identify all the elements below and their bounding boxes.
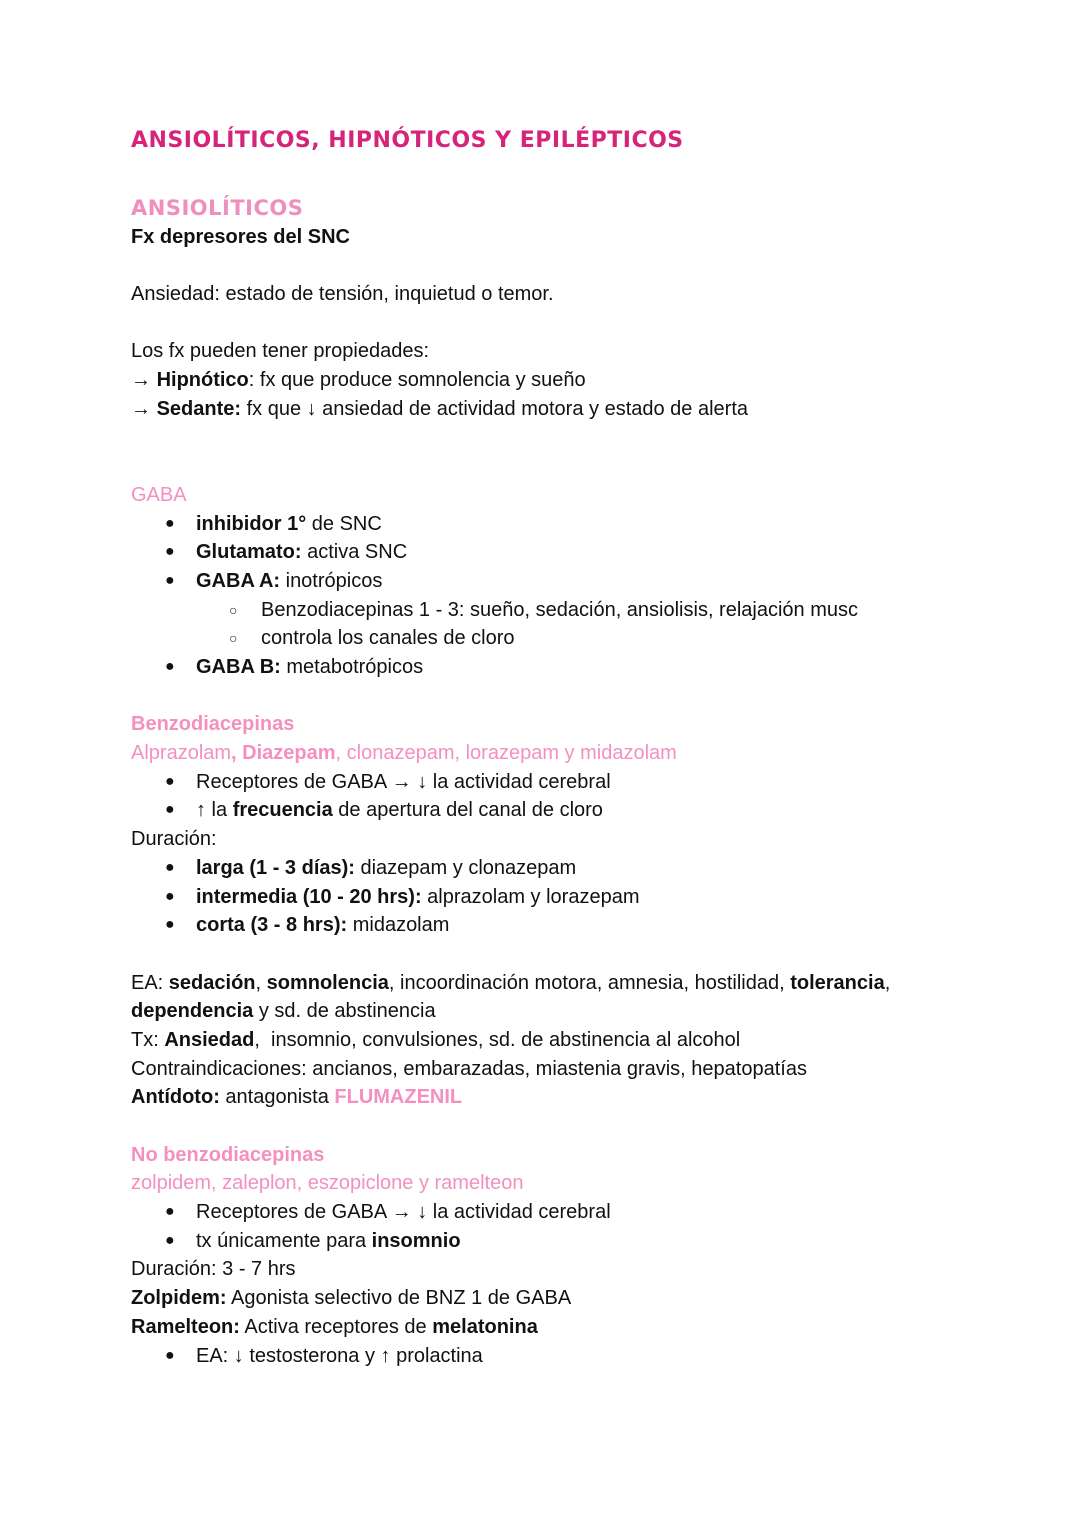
text-segment: →	[131, 369, 157, 392]
bullet-icon: ●	[165, 1231, 175, 1249]
text-segment: Contraindicaciones: ancianos, embarazadas, miastenia gravis, hepatopatías	[131, 1057, 807, 1080]
text-segment: corta (3 - 8 hrs):	[196, 914, 348, 937]
text-segment: GABA B:	[196, 656, 281, 678]
bullet-icon: ●	[165, 658, 175, 675]
text-segment: Activa receptores de	[239, 1315, 433, 1338]
bullet-icon: ●	[165, 887, 175, 905]
text-segment: de SNC	[306, 512, 382, 535]
list-item	[131, 624, 1011, 653]
list-item	[131, 854, 1011, 883]
list-item	[131, 1227, 1011, 1256]
text-segment: ↑ la	[196, 799, 233, 822]
text-segment: Alprazolam	[131, 742, 232, 765]
blank-line	[131, 251, 1011, 280]
bullet-icon: ●	[165, 571, 175, 589]
text-segment: intermedia (10 - 20 hrs):	[196, 885, 422, 908]
blank-line	[131, 452, 1011, 481]
blank-line	[131, 940, 1011, 969]
text-segment: , incoordinación motora, amnesia, hostilidad,	[388, 971, 791, 994]
list-item	[131, 1342, 1011, 1371]
text-segment: diazepam y clonazepam	[354, 856, 577, 879]
text-segment: , Diazepam	[231, 742, 336, 765]
paragraph-line	[131, 280, 1011, 309]
text-segment: tx únicamente para	[196, 1229, 372, 1252]
text-segment: de apertura del canal de cloro	[332, 799, 603, 822]
paragraph-line	[131, 739, 1011, 768]
text-segment: EA: ↓ testosterona y ↑ prolactina	[196, 1344, 483, 1367]
section-heading	[131, 194, 1011, 223]
paragraph-line	[131, 1313, 1011, 1342]
bullet-icon: ●	[165, 1203, 175, 1221]
text-segment: larga (1 - 3 días):	[196, 856, 355, 879]
text-segment: ANSIOLÍTICOS	[131, 196, 304, 220]
paragraph-line	[131, 997, 1011, 1026]
text-segment: somnolencia	[266, 971, 389, 994]
text-segment: inhibidor 1°	[196, 512, 307, 535]
text-segment: →	[131, 397, 157, 420]
bullet-icon: ●	[165, 858, 175, 876]
text-segment: controla los canales de cloro	[261, 627, 515, 650]
text-segment: : fx que produce somnolencia y sueño	[248, 369, 586, 392]
text-segment: alprazolam y lorazepam	[421, 885, 640, 908]
bullet-icon: ●	[165, 543, 175, 561]
paragraph-line	[131, 481, 1011, 510]
text-segment: Ramelteon:	[131, 1315, 240, 1338]
bullet-icon: ●	[165, 801, 175, 819]
text-segment: Los fx pueden tener propiedades:	[131, 340, 429, 363]
blank-line	[131, 309, 1011, 338]
text-segment: Hipnótico	[156, 369, 249, 392]
list-item	[131, 653, 1011, 682]
blank-line	[131, 682, 1011, 711]
paragraph-line	[131, 337, 1011, 366]
document-body	[131, 194, 1011, 1370]
paragraph-line	[131, 1255, 1011, 1284]
paragraph-line	[131, 1026, 1011, 1055]
text-segment: dependencia	[131, 1000, 254, 1023]
blank-line	[131, 424, 1011, 453]
bullet-icon: ●	[165, 772, 175, 790]
text-segment: Zolpidem:	[131, 1287, 227, 1310]
text-segment: GABA	[131, 483, 187, 506]
bullet-icon: ●	[165, 1346, 175, 1364]
list-item	[131, 538, 1011, 567]
paragraph-line	[131, 1141, 1011, 1170]
text-segment: fx que ↓ ansiedad de actividad motora y estado de alerta	[241, 397, 749, 420]
text-segment: Antídoto:	[131, 1086, 220, 1109]
paragraph-line	[131, 1169, 1011, 1198]
text-segment: metabotrópicos	[280, 656, 424, 678]
list-item	[131, 510, 1011, 539]
paragraph-line	[131, 1055, 1011, 1084]
bullet-icon: ●	[165, 514, 175, 532]
text-segment: No benzodiacepinas	[131, 1143, 325, 1166]
text-segment: melatonina	[432, 1315, 538, 1338]
text-segment: tolerancia	[790, 971, 885, 994]
text-segment: antagonista	[219, 1086, 335, 1109]
text-segment: inotrópicos	[280, 569, 383, 592]
paragraph-line	[131, 366, 1011, 395]
text-segment: Benzodiacepinas	[131, 713, 295, 736]
text-segment: Benzodiacepinas 1 - 3: sueño, sedación, ansiolisis, relajación musc	[261, 598, 859, 621]
bullet-icon: ●	[165, 916, 175, 934]
paragraph-line	[131, 710, 1011, 739]
list-item	[131, 1198, 1011, 1227]
list-item	[131, 883, 1011, 912]
text-segment: , clonazepam, lorazepam y midazolam	[335, 742, 677, 765]
text-segment: ,	[884, 971, 891, 994]
text-segment: insomnio	[371, 1229, 461, 1252]
paragraph-line	[131, 1284, 1011, 1313]
text-segment: y sd. de abstinencia	[253, 1000, 436, 1023]
sub-bullet-icon: ○	[229, 601, 238, 618]
text-segment: ,	[255, 971, 267, 994]
document-title: ANSIOLÍTICOS, HIPNÓTICOS Y EPILÉPTICOS	[131, 128, 684, 153]
text-segment: FLUMAZENIL	[334, 1086, 463, 1109]
list-item	[131, 768, 1011, 797]
text-segment: Duración: 3 - 7 hrs	[131, 1258, 296, 1281]
sub-bullet-icon: ○	[229, 630, 238, 647]
text-segment: sedación	[168, 971, 256, 994]
text-segment: EA:	[131, 971, 169, 994]
text-segment: , insomnio, convulsiones, sd. de abstinencia al alcohol	[254, 1028, 741, 1051]
text-segment: Agonista selectivo de BNZ 1 de GABA	[226, 1287, 572, 1310]
paragraph-line	[131, 825, 1011, 854]
list-item	[131, 596, 1011, 625]
blank-line	[131, 1112, 1011, 1141]
paragraph-line	[131, 395, 1011, 424]
list-item	[131, 911, 1011, 940]
text-segment: GABA A:	[196, 569, 281, 592]
text-segment: Ansiedad: estado de tensión, inquietud o temor.	[131, 283, 554, 306]
paragraph-line	[131, 223, 1011, 252]
text-segment: Duración:	[131, 828, 217, 851]
list-item	[131, 796, 1011, 825]
text-segment: Sedante:	[156, 397, 242, 420]
text-segment: Fx depresores del SNC	[131, 225, 350, 248]
paragraph-line	[131, 1083, 1011, 1112]
text-segment: Receptores de GABA → ↓ la actividad cerebral	[196, 1201, 611, 1224]
text-segment: midazolam	[347, 914, 450, 937]
text-segment: Ansiedad	[164, 1028, 255, 1051]
text-segment: Glutamato:	[196, 541, 302, 564]
list-item	[131, 567, 1011, 596]
text-segment: frecuencia	[232, 799, 333, 822]
text-segment: Receptores de GABA → ↓ la actividad cerebral	[196, 770, 611, 793]
paragraph-line	[131, 969, 1011, 998]
text-segment: Tx:	[131, 1028, 165, 1051]
text-segment: zolpidem, zaleplon, eszopiclone y ramelteon	[131, 1172, 524, 1195]
text-segment: activa SNC	[301, 541, 408, 564]
